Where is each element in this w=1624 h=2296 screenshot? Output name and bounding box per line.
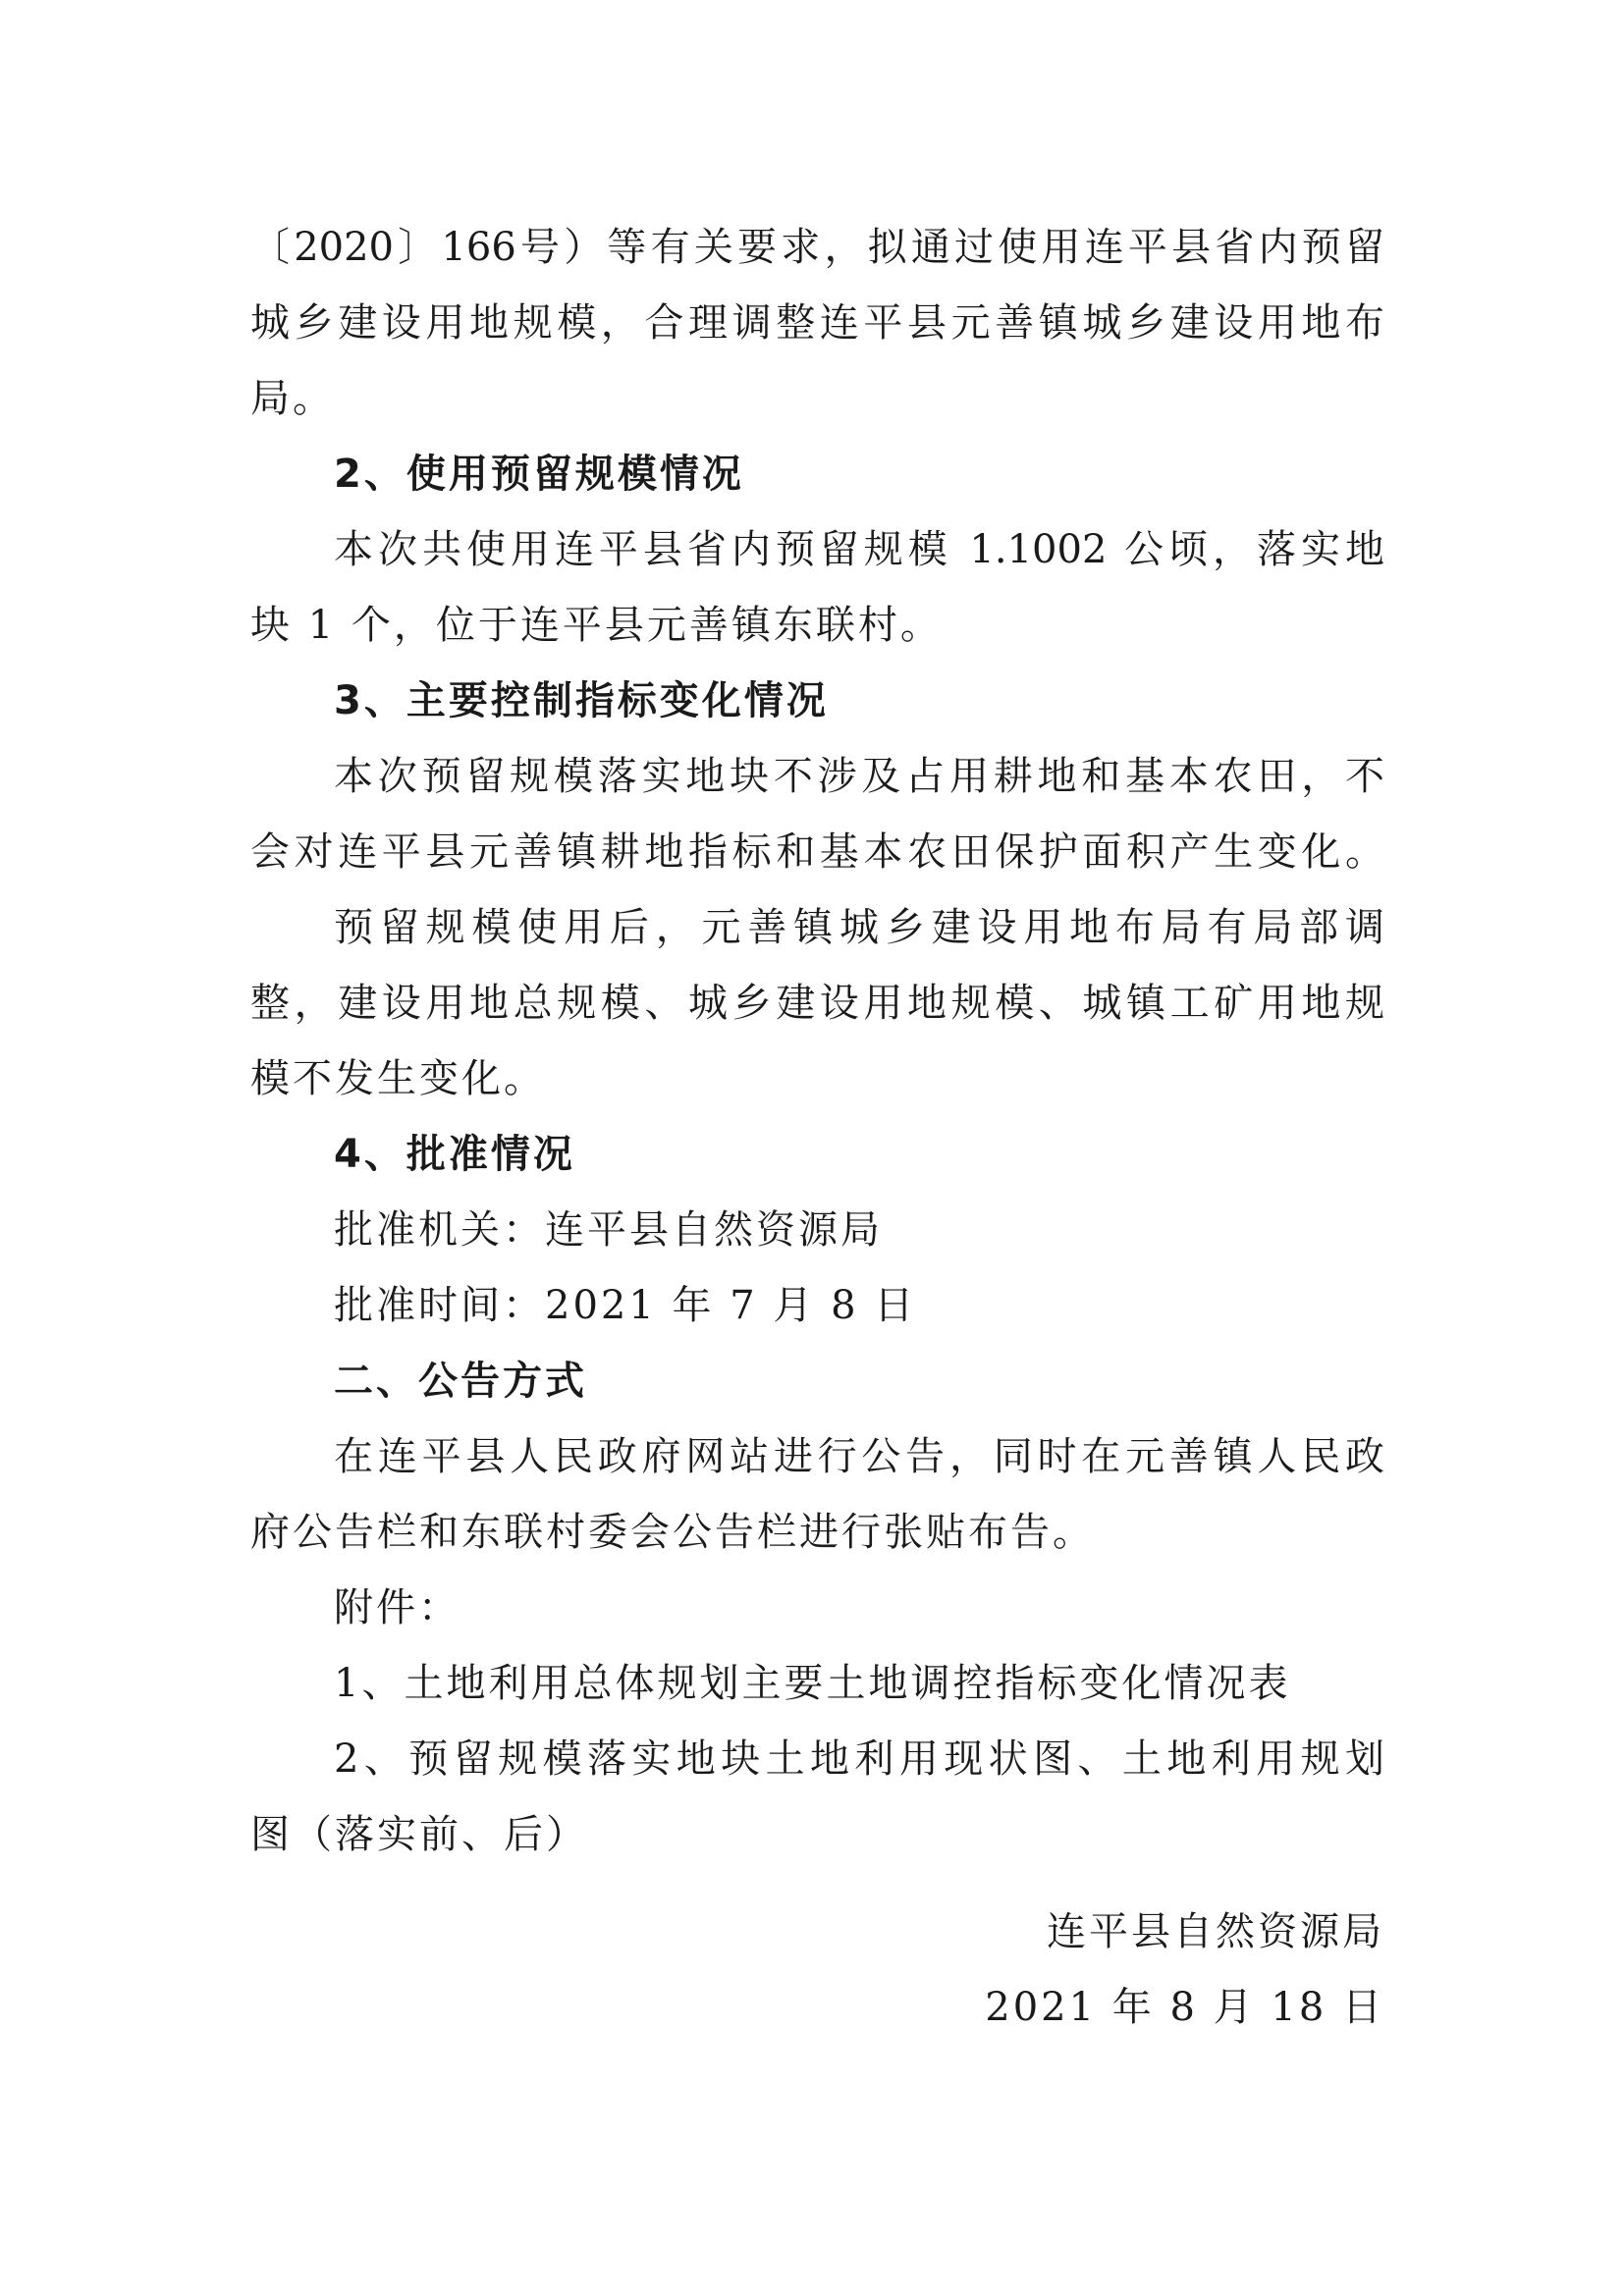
section-4-heading: 4、批准情况 — [334, 1132, 575, 1177]
attachment-item-1: 1、土地利用总体规划主要土地调控指标变化情况表 — [334, 1661, 1291, 1706]
paragraph-1-line-2: 城乡建设用地规模，合理调整连平县元善镇城乡建设用地布 — [250, 300, 1384, 346]
signature-date: 2021 年 8 月 18 日 — [985, 1985, 1384, 2030]
paragraph-1-line-3: 局。 — [250, 376, 335, 421]
paragraph-1-line-1: 〔2020〕166号）等有关要求，拟通过使用连平县省内预留 — [250, 225, 1384, 270]
section-3-heading: 3、主要控制指标变化情况 — [334, 678, 829, 723]
section-2-heading: 2、使用预留规模情况 — [334, 452, 744, 497]
approval-time: 批准时间：2021 年 7 月 8 日 — [334, 1283, 917, 1328]
approval-authority: 批准机关：连平县自然资源局 — [334, 1207, 883, 1253]
section-2-line-1: 本次共使用连平县省内预留规模 1.1002 公顷，落实地 — [334, 527, 1384, 572]
attachment-item-2-continued: 图（落实前、后） — [250, 1812, 588, 1857]
signature-organization: 连平县自然资源局 — [1047, 1909, 1384, 1954]
section-3-line-3: 预留规模使用后，元善镇城乡建设用地布局有局部调 — [334, 905, 1384, 950]
section-3-line-1: 本次预留规模落实地块不涉及占用耕地和基本农田，不 — [334, 754, 1384, 799]
section-2-line-2: 块 1 个，位于连平县元善镇东联村。 — [250, 603, 943, 648]
section-3-line-2: 会对连平县元善镇耕地指标和基本农田保护面积产生变化。 — [250, 829, 1384, 875]
announcement-heading: 二、公告方式 — [334, 1359, 587, 1404]
attachments-label: 附件： — [334, 1585, 460, 1630]
announcement-line-1: 在连平县人民政府网站进行公告，同时在元善镇人民政 — [334, 1434, 1384, 1479]
announcement-line-2: 府公告栏和东联村委会公告栏进行张贴布告。 — [250, 1510, 1095, 1555]
section-3-line-5: 模不发生变化。 — [250, 1056, 546, 1101]
section-3-line-4: 整，建设用地总规模、城乡建设用地规模、城镇工矿用地规 — [250, 981, 1384, 1026]
attachment-item-2: 2、预留规模落实地块土地利用现状图、土地利用规划 — [334, 1736, 1384, 1782]
